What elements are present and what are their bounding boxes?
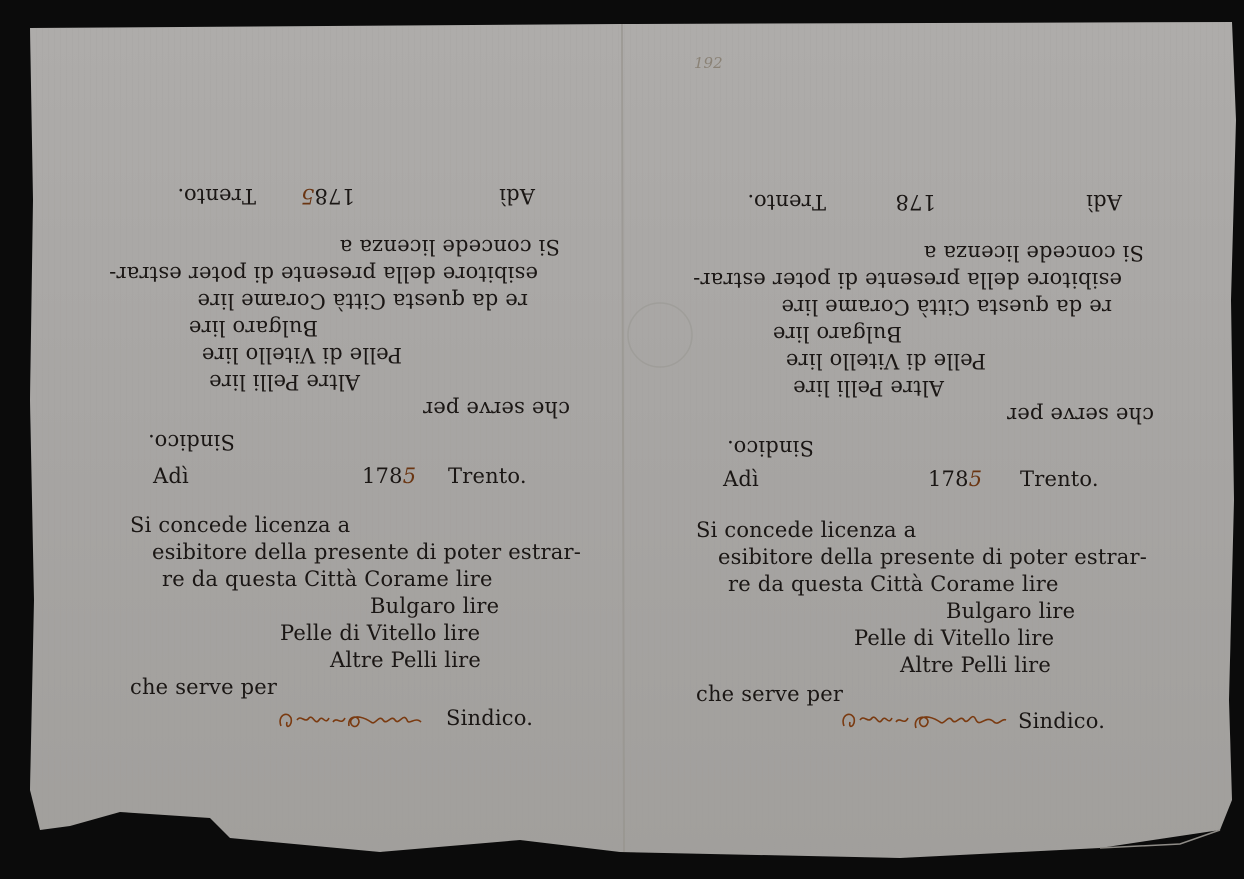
handwritten-signature-left xyxy=(275,704,435,740)
handwritten-signature-right xyxy=(838,704,1014,740)
line-3: re da questa Città Corame lire xyxy=(728,572,1059,596)
adi-label: Adì xyxy=(723,467,759,491)
form-copy-top-right xyxy=(584,95,1154,460)
place: Trento. xyxy=(448,464,527,488)
line-2: esibitore della presente di poter estrar- xyxy=(692,268,1122,292)
year: 178 xyxy=(895,190,936,214)
line-3: re da questa Città Corame lire xyxy=(162,567,493,591)
line-3: re da questa Città Corame lire xyxy=(197,289,528,313)
line-1: Si concede licenza a xyxy=(923,241,1144,265)
line-7: che serve per xyxy=(1006,403,1154,427)
line-4: Bulgaro lire xyxy=(188,316,318,340)
adi-label: Adì xyxy=(499,184,535,208)
line-7: che serve per xyxy=(696,682,844,706)
line-1: Si concede licenza a xyxy=(339,235,560,259)
line-5: Pelle di Vitello lire xyxy=(201,343,402,367)
year: 1785 xyxy=(300,184,355,208)
place: Trento. xyxy=(747,190,826,214)
year: 1785 xyxy=(362,464,417,488)
line-2: esibitore della presente di poter estrar- xyxy=(718,545,1148,569)
line-4: Bulgaro lire xyxy=(370,594,500,618)
line-5: Pelle di Vitello lire xyxy=(280,621,481,645)
line-3: re da questa Città Corame lire xyxy=(781,295,1112,319)
form-copy-top-left xyxy=(10,90,570,454)
line-2: esibitore della presente di poter estrar- xyxy=(152,540,582,564)
place: Trento. xyxy=(1020,467,1099,491)
sindico-label: Sindico. xyxy=(1018,709,1106,733)
line-4: Bulgaro lire xyxy=(946,599,1076,623)
sindico-label: Sindico. xyxy=(446,706,534,730)
line-6: Altre Pelli lire xyxy=(330,648,481,672)
year: 1785 xyxy=(928,467,983,491)
line-6: Altre Pelli lire xyxy=(209,370,360,394)
line-7: che serve per xyxy=(130,675,278,699)
line-5: Pelle di Vitello lire xyxy=(854,626,1055,650)
line-7: che serve per xyxy=(422,397,570,421)
line-1: Si concede licenza a xyxy=(130,513,351,537)
line-6: Altre Pelli lire xyxy=(793,376,944,400)
line-2: esibitore della presente di poter estrar- xyxy=(108,262,538,286)
line-5: Pelle di Vitello lire xyxy=(785,349,986,373)
line-1: Si concede licenza a xyxy=(696,518,917,542)
line-4: Bulgaro lire xyxy=(772,322,902,346)
adi-label: Adì xyxy=(1086,190,1122,214)
sindico-label: Sindico. xyxy=(147,430,235,454)
sindico-label: Sindico. xyxy=(726,436,814,460)
archive-number: 192 xyxy=(694,54,723,72)
line-6: Altre Pelli lire xyxy=(900,653,1051,677)
adi-label: Adì xyxy=(153,464,189,488)
place: Trento. xyxy=(177,184,256,208)
